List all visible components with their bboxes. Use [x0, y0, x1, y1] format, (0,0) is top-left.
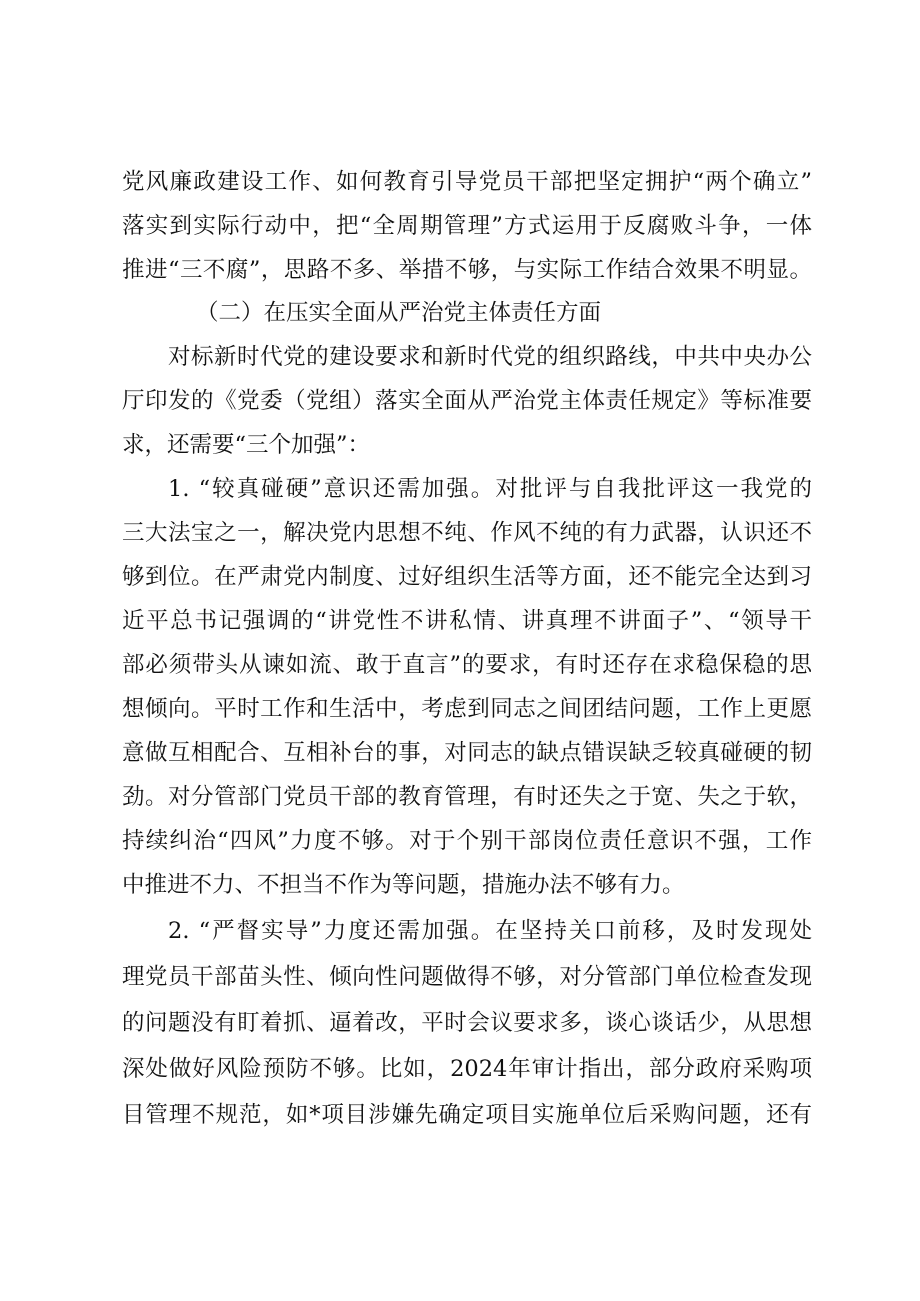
body-line: 落实到实际行动中，把“全周期管理”方式运用于反腐败斗争，一体 — [122, 213, 812, 239]
item-first-line: 1. “较真碰硬”意识还需加强。对批评与自我批评这一我党的 — [168, 476, 812, 502]
paragraph-last-line: 中推进不力、不担当不作为等问题，措施办法不够有力。 — [122, 872, 685, 898]
body-line: 理党员干部苗头性、倾向性问题做得不够，对分管部门单位检查发现 — [122, 964, 812, 990]
body-line: 近平总书记强调的“讲党性不讲私情、讲真理不讲面子”、“领导干 — [122, 608, 812, 634]
item-first-line: 2. “严督实导”力度还需加强。在坚持关口前移，及时发现处 — [168, 918, 812, 944]
body-line: 三大法宝之一，解决党内思想不纯、作风不纯的有力武器，认识还不 — [122, 520, 812, 546]
body-line: 持续纠治“四风”力度不够。对于个别干部岗位责任意识不强，工作 — [122, 828, 812, 854]
body-line: 党风廉政建设工作、如何教育引导党员干部把坚定拥护“两个确立” — [122, 169, 812, 195]
body-line: 的问题没有盯着抓、逼着改，平时会议要求多，谈心谈话少，从思想 — [122, 1010, 812, 1036]
body-line: 够到位。在严肃党内制度、过好组织生活等方面，还不能完全达到习 — [122, 564, 812, 590]
paragraph-last-line: 求，还需要“三个加强”： — [122, 432, 371, 458]
paragraph-first-line: 对标新时代党的建设要求和新时代党的组织路线，中共中央办公 — [168, 344, 812, 370]
body-line: 推进“三不腐”，思路不多、举措不够，与实际工作结合效果不明显。 — [122, 257, 812, 283]
body-line: 厅印发的《党委（党组）落实全面从严治党主体责任规定》等标准要 — [122, 388, 812, 414]
body-line: 想倾向。平时工作和生活中，考虑到同志之间团结问题，工作上更愿 — [122, 696, 812, 722]
body-line: 目管理不规范，如*项目涉嫌先确定项目实施单位后采购问题，还有 — [122, 1102, 812, 1128]
section-heading: （二）在压实全面从严治党主体责任方面 — [196, 300, 602, 326]
body-line: 部必须带头从谏如流、敢于直言”的要求，有时还存在求稳保稳的思 — [122, 652, 812, 678]
body-line: 劲。对分管部门党员干部的教育管理，有时还失之于宽、失之于软， — [122, 784, 812, 810]
body-line: 意做互相配合、互相补台的事，对同志的缺点错误缺乏较真碰硬的韧 — [122, 740, 812, 766]
body-line: 深处做好风险预防不够。比如，2024年审计指出，部分政府采购项 — [122, 1056, 812, 1082]
